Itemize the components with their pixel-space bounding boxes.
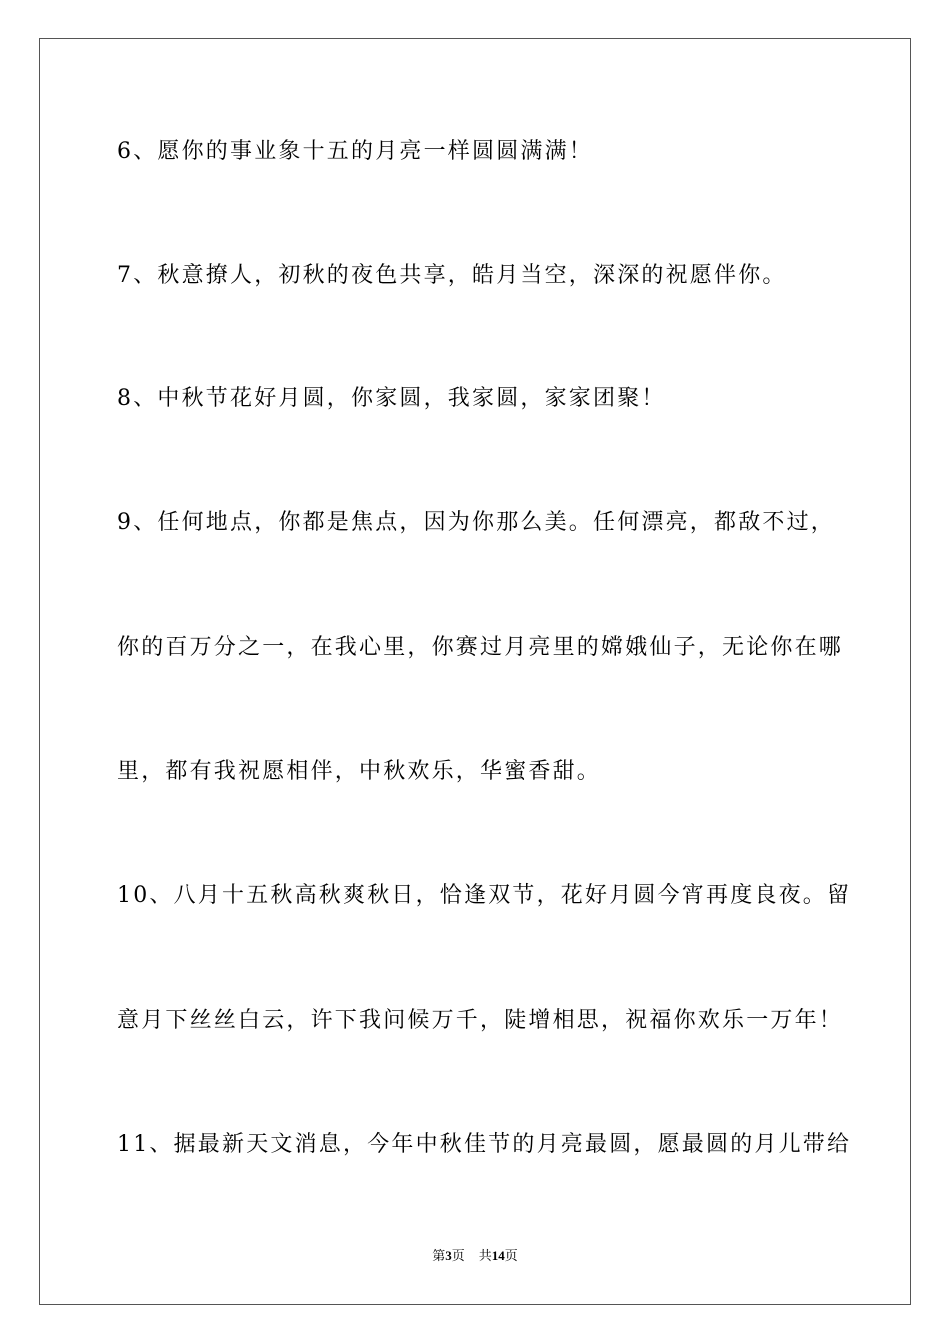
page-footer — [0, 1247, 950, 1265]
total-prefix: 共 — [478, 1248, 492, 1263]
text-line: 7、秋意撩人，初秋的夜色共享，皓月当空，深深的祝愿伴你。 — [117, 263, 787, 288]
text-line: 9、任何地点，你都是焦点，因为你那么美。任何漂亮，都敌不过， — [117, 510, 835, 535]
page-prefix: 第 — [432, 1248, 446, 1263]
page-border — [39, 38, 911, 1305]
text-line: 里，都有我祝愿相伴，中秋欢乐，华蜜香甜。 — [117, 759, 602, 784]
page-number: 3 — [445, 1248, 452, 1263]
total-suffix: 页 — [504, 1248, 518, 1263]
text-line: 8、中秋节花好月圆，你家圆，我家圆，家家团聚！ — [117, 386, 666, 411]
text-line: 6、愿你的事业象十五的月亮一样圆圆满满！ — [117, 139, 593, 164]
page-suffix: 页 — [451, 1248, 465, 1263]
text-line: 10、八月十五秋高秋爽秋日，恰逢双节，花好月圆今宵再度良夜。留 — [117, 883, 852, 908]
text-line: 你的百万分之一，在我心里，你赛过月亮里的嫦娥仙子，无论你在哪 — [117, 635, 844, 660]
total-pages: 14 — [491, 1248, 505, 1263]
text-line: 意月下丝丝白云，许下我问候万千，陡增相思，祝福你欢乐一万年！ — [117, 1008, 844, 1033]
text-line: 11、据最新天文消息，今年中秋佳节的月亮最圆，愿最圆的月儿带给 — [117, 1132, 852, 1157]
